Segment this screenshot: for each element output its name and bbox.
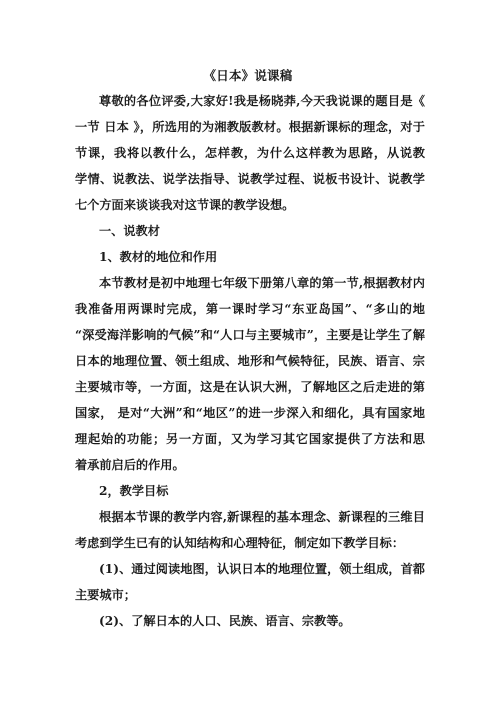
paragraph-line: 日本的地理位置、领土组成、地形和气候特征，民族、语言、宗 [75, 354, 425, 368]
paragraph-line: 尊敬的各位评委,大家好!我是杨晓莽,今天我说课的题目是《 [99, 94, 425, 108]
paragraph-line: 学情、说教法、说学法指导、说教学过程、说板书设计、说教学 [75, 172, 425, 186]
list-item-line: (2)、了解日本的人口、民族、语言、宗教等。 [99, 614, 351, 628]
paragraph-line: 一节 日本 》，所选用的为湘教版教材。根据新课标的理念，对于 [75, 120, 425, 134]
section-heading: 一、说教材 [99, 224, 160, 238]
paragraph-line: 我准备用两课时完成，第一课时学习“东亚岛国”、“多山的地 [75, 302, 425, 316]
list-item-line: (1)、通过阅读地图，认识日本的地理位置，领土组成，首都 [99, 562, 425, 576]
paragraph-line: “深受海洋影响的气候”和“人口与主要城市”，主要是让学生了解 [75, 328, 425, 342]
paragraph-line: 七个方面来谈谈我对这节课的教学设想。 [75, 198, 295, 212]
list-item-line: 主要城市； [75, 588, 136, 602]
paragraph-line: 考虑到学生已有的认知结构和心理特征，制定如下教学目标： [75, 536, 405, 550]
paragraph-line: 国家， 是对“大洲”和“地区”的进一步深入和细化，具有国家地 [75, 406, 425, 420]
paragraph-line: 节课，我将以教什么，怎样教，为什么这样教为思路，从说教 [75, 146, 425, 160]
paragraph-line: 根据本节课的教学内容,新课程的基本理念、新课程的三维目 [99, 510, 425, 524]
paragraph-line: 本节教材是初中地理七年级下册第八章的第一节,根据教材内 [99, 276, 425, 290]
paragraph-line: 理起始的功能；另一方面，又为学习其它国家提供了方法和思 [75, 432, 425, 446]
subsection-heading: 2，教学目标 [99, 484, 169, 498]
document-title: 《日本》说课稿 [203, 68, 293, 83]
paragraph-line: 主要城市等，一方面，这是在认识大洲，了解地区之后走进的第 [75, 380, 425, 394]
subsection-heading: 1、教材的地位和作用 [99, 250, 218, 264]
paragraph-line: 着承前启后的作用。 [75, 458, 185, 472]
